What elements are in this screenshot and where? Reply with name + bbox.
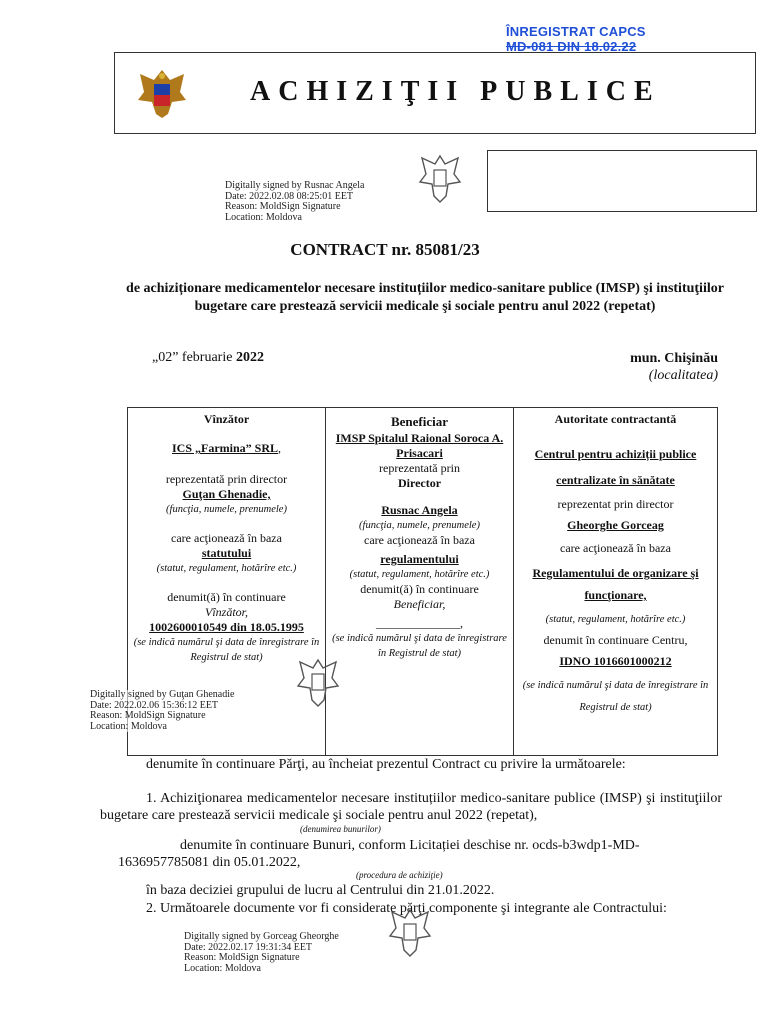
date-day-month: „02” februarie	[152, 350, 233, 365]
seller-basis-doc: statutului	[201, 546, 252, 560]
beneficiary-basis-note: (statut, regulament, hotărîre etc.)	[349, 569, 490, 580]
stamp-line-1: ÎNREGISTRAT CAPCS	[506, 24, 646, 39]
eagle-seal-icon	[388, 906, 432, 962]
seller-idno: 1002600010549 din 18.05.1995	[149, 620, 304, 634]
digital-signature-gutan	[90, 690, 234, 732]
seller-basis: care acţionează în baza	[171, 531, 282, 545]
authority-name: Centrul pentru achiziții publice centralizate în sănătate	[534, 447, 697, 487]
seller-person: Guţan Ghenadie,	[182, 487, 271, 501]
page-title: ACHIZIŢII PUBLICE	[250, 76, 661, 107]
seller-heading: Vînzător	[203, 412, 250, 426]
signature-line: Reason: MoldSign Signature	[90, 710, 206, 721]
contract-place	[520, 350, 718, 384]
seller-reg-note: (se indică numărul şi data de înregistrare în Registrul de stat)	[133, 637, 320, 663]
seller-name: ICS „Farmina” SRL	[171, 441, 278, 455]
eagle-seal-icon	[296, 656, 340, 712]
beneficiary-role: Director	[397, 476, 442, 490]
contract-subtitle: de achiziționare medicamentelor necesare instituțiilor medico-sanitare publice (IMSP) şi instituţiilor bugetare care prestează servicii medicale şi sociale pentru anul 2022 (repetat)	[126, 281, 724, 314]
seller-rep: reprezentată prin director	[165, 472, 288, 486]
seller-person-note: (funcţia, numele, prenumele)	[166, 504, 287, 515]
stamp-line-2: MD-081 DIN 18.02.22	[506, 39, 637, 54]
date-year: 2022	[235, 350, 264, 365]
beneficiary-name: IMSP Spitalul Raional Soroca A. Prisacari	[335, 431, 504, 460]
beneficiary-basis-doc: regulamentului	[380, 552, 459, 566]
signature-line: Digitally signed by Gorceag Gheorghe	[184, 931, 339, 942]
seller-alias-prefix: denumit(ă) în continuare	[167, 590, 286, 604]
contract-date	[152, 350, 264, 366]
signature-line: Location: Moldova	[90, 720, 167, 732]
city: mun. Chişinău	[630, 351, 718, 366]
signature-line: Date: 2022.02.08 08:25:01 EET	[225, 190, 354, 202]
authority-basis-doc: Regulamentului de organizare şi funcţionare,	[532, 566, 699, 602]
beneficiary-alias: Beneficiar,	[393, 597, 446, 611]
beneficiary-rep: reprezentată prin	[379, 461, 460, 475]
eagle-seal-icon	[418, 152, 462, 208]
signature-line: Date: 2022.02.17 19:31:34 EET	[184, 941, 313, 953]
seller-name-suffix: ,	[278, 441, 281, 455]
beneficiary-heading: Beneficiar	[390, 414, 449, 429]
moldova-coat-of-arms-icon	[136, 66, 188, 122]
authority-basis-note: (statut, regulament, hotărîre etc.)	[545, 614, 686, 625]
authority-alias: denumit în continuare Centru,	[543, 633, 688, 647]
digital-signature-rusnac	[225, 181, 364, 223]
beneficiary-blank: ______________,	[376, 616, 463, 630]
authority-rep: reprezentat prin director	[557, 497, 674, 511]
contract-title: CONTRACT nr. 85081/23	[290, 240, 480, 259]
authority-idno: IDNO 1016601000212	[559, 654, 672, 668]
beneficiary-reg-note: (se indică numărul şi data de înregistrare în Registrul de stat)	[332, 633, 507, 659]
signature-line: Digitally signed by Guţan Ghenadie	[90, 689, 235, 700]
clause-1-decision: în baza deciziei grupului de lucru al Centrului din 21.01.2022.	[146, 883, 495, 898]
authority-reg-note: (se indică numărul şi data de înregistrare în Registrul de stat)	[522, 680, 709, 713]
signature-line: Location: Moldova	[225, 211, 302, 223]
beneficiary-basis: care acţionează în baza	[364, 533, 475, 547]
clause-1: 1. Achiziţionarea medicamentelor necesare instituțiilor medico-sanitare publice (IMSP) şi instituţiilor bugetare care prestează servicii medicale şi sociale pentru anul 2022 (repetat),	[100, 791, 722, 823]
intro-paragraph: denumite în continuare Părţi, au încheiat prezentul Contract cu privire la următoarele:	[146, 757, 626, 772]
authority-heading: Autoritate contractantă	[554, 412, 677, 426]
beneficiary-person: Rusnac Angela	[381, 503, 458, 517]
note-goods: (denumirea bunurilor)	[300, 824, 381, 834]
signature-line: Location: Moldova	[184, 962, 261, 974]
signature-line: Date: 2022.02.06 15:36:12 EET	[90, 699, 219, 711]
digital-signature-gorceag	[184, 932, 339, 974]
authority-basis: care acţionează în baza	[560, 541, 671, 555]
clause-1-goods: denumite în continuare Bunuri, conform Licitației deschise nr. ocds-b3wdp1-MD-1636957785081 din 05.01.2022,	[118, 838, 640, 870]
note-procedure: (procedura de achiziţie)	[356, 870, 443, 880]
seller-basis-note: (statut, regulament, hotărîre etc.)	[156, 563, 297, 574]
city-note: (localitatea)	[648, 368, 718, 383]
beneficiary-cell	[326, 408, 514, 756]
authority-cell	[514, 408, 718, 756]
beneficiary-person-note: (funcţia, numele, prenumele)	[359, 520, 480, 531]
signature-line: Reason: MoldSign Signature	[184, 952, 300, 963]
clause-2: 2. Următoarele documente vor fi considerate părţi componente şi integrante ale Contractului:	[146, 901, 667, 916]
signature-box	[487, 150, 757, 212]
seller-alias: Vînzător,	[204, 605, 248, 619]
signature-line: Reason: MoldSign Signature	[225, 201, 341, 212]
beneficiary-alias-prefix: denumit(ă) în continuare	[360, 582, 479, 596]
signature-line: Digitally signed by Rusnac Angela	[225, 180, 365, 191]
registration-stamp	[506, 24, 646, 54]
authority-person: Gheorghe Gorceag	[567, 518, 664, 532]
